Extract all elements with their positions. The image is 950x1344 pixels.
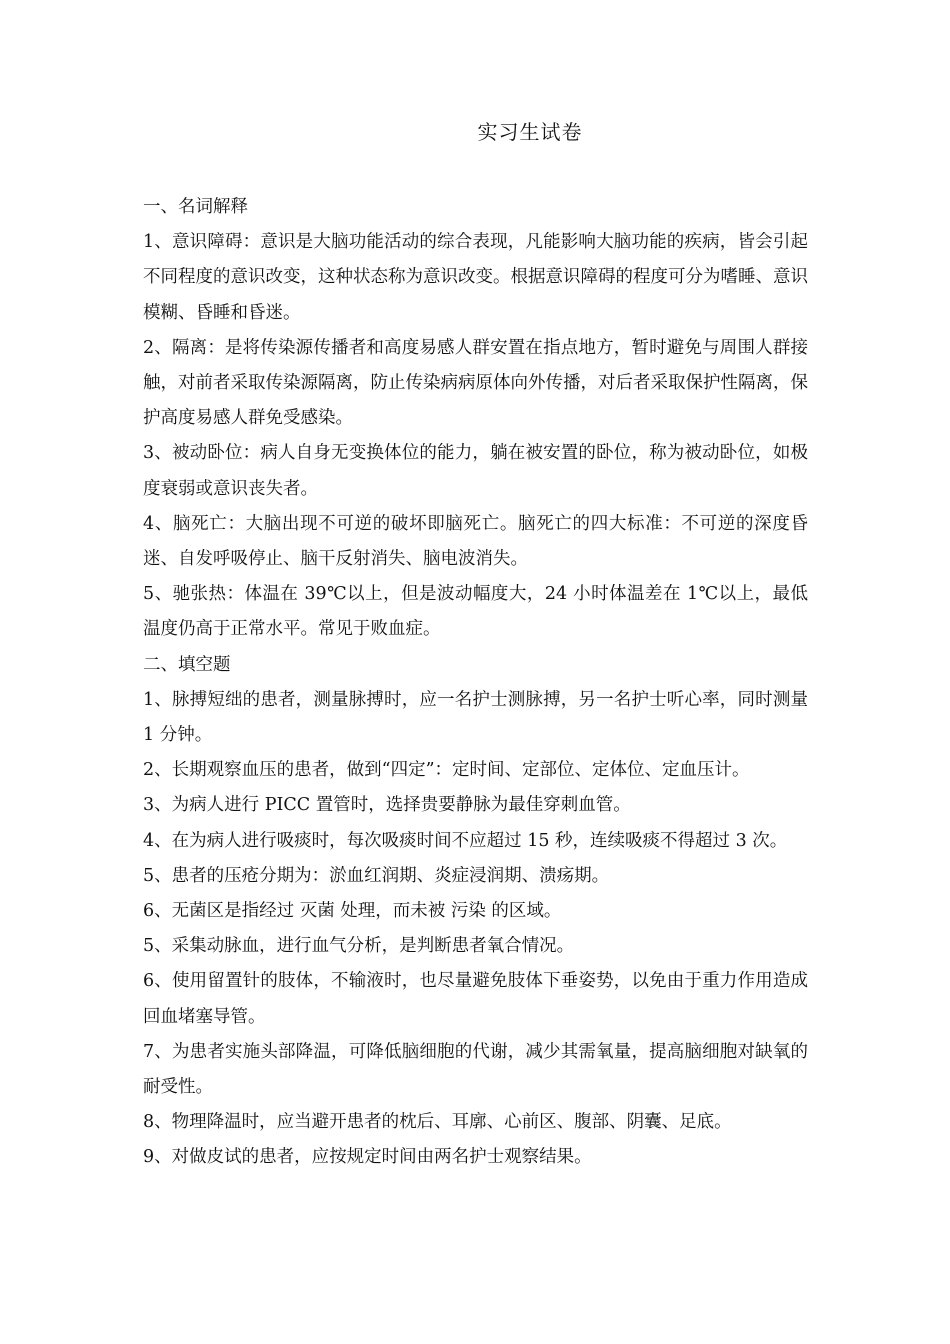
question-item: 9、对做皮试的患者，应按规定时间由两名护士观察结果。: [143, 1147, 592, 1168]
question-item: 6、使用留置针的肢体，不输液时，也尽量避免肢体下垂姿势，以免由于重力作用造成回血堵塞导管。: [143, 971, 808, 1027]
question-item: 4、脑死亡：大脑出现不可逆的破坏即脑死亡。脑死亡的四大标准：不可逆的深度昏迷、自发呼吸停止、脑干反射消失、脑电波消失。: [143, 513, 808, 570]
section-fill-in-blanks: [143, 648, 808, 1176]
question-item: 3、为病人进行 PICC 置管时，选择贵要静脉为最佳穿刺血管。: [143, 795, 631, 816]
question-item: 4、在为病人进行吸痰时，每次吸痰时间不应超过 15 秒，连续吸痰不得超过 3 次。: [143, 830, 788, 851]
question-item: 2、隔离：是将传染源传播者和高度易感人群安置在指点地方，暂时避免与周围人群接触，对前者采取传染源隔离，防止传染病病原体向外传播，对后者采取保护性隔离，保护高度易感人群免受感染。: [143, 337, 808, 429]
question-item: 2、长期观察血压的患者，做到“四定”：定时间、定部位、定体位、定血压计。: [143, 760, 750, 781]
question-item: 5、驰张热：体温在 39℃以上，但是波动幅度大，24 小时体温差在 1℃以上，最低温度仍高于正常水平。常见于败血症。: [143, 584, 808, 640]
section-heading: 二、填空题: [143, 654, 231, 675]
question-item: 8、物理降温时，应当避开患者的枕后、耳廓、心前区、腹部、阴囊、足底。: [143, 1112, 732, 1133]
question-item: 1、意识障碍：意识是大脑功能活动的综合表现，凡能影响大脑功能的疾病，皆会引起不同程度的意识改变，这种状态称为意识改变。根据意识障碍的程度可分为嗜睡、意识模糊、昏睡和昏迷。: [143, 232, 808, 323]
question-item: 3、被动卧位：病人自身无变换体位的能力，躺在被安置的卧位，称为被动卧位，如极度衰弱或意识丧失者。: [143, 443, 808, 499]
question-item: 5、采集动脉血，进行血气分析，是判断患者氧合情况。: [143, 936, 575, 957]
question-item: 7、为患者实施头部降温，可降低脑细胞的代谢，减少其需氧量，提高脑细胞对缺氧的耐受性。: [143, 1041, 808, 1098]
question-item: 6、无菌区是指经过 灭菌 处理，而未被 污染 的区域。: [143, 901, 562, 922]
question-item: 5、患者的压疮分期为：淤血红润期、炎症浸润期、溃疡期。: [143, 865, 610, 886]
document-title: 实习生试卷: [477, 120, 583, 144]
document-body: [143, 190, 808, 1176]
question-item: 1、脉搏短绌的患者，测量脉搏时，应一名护士测脉搏，另一名护士听心率，同时测量 1 分钟。: [143, 689, 808, 746]
section-heading: 一、名词解释: [143, 197, 248, 217]
section-definitions: [143, 190, 808, 648]
